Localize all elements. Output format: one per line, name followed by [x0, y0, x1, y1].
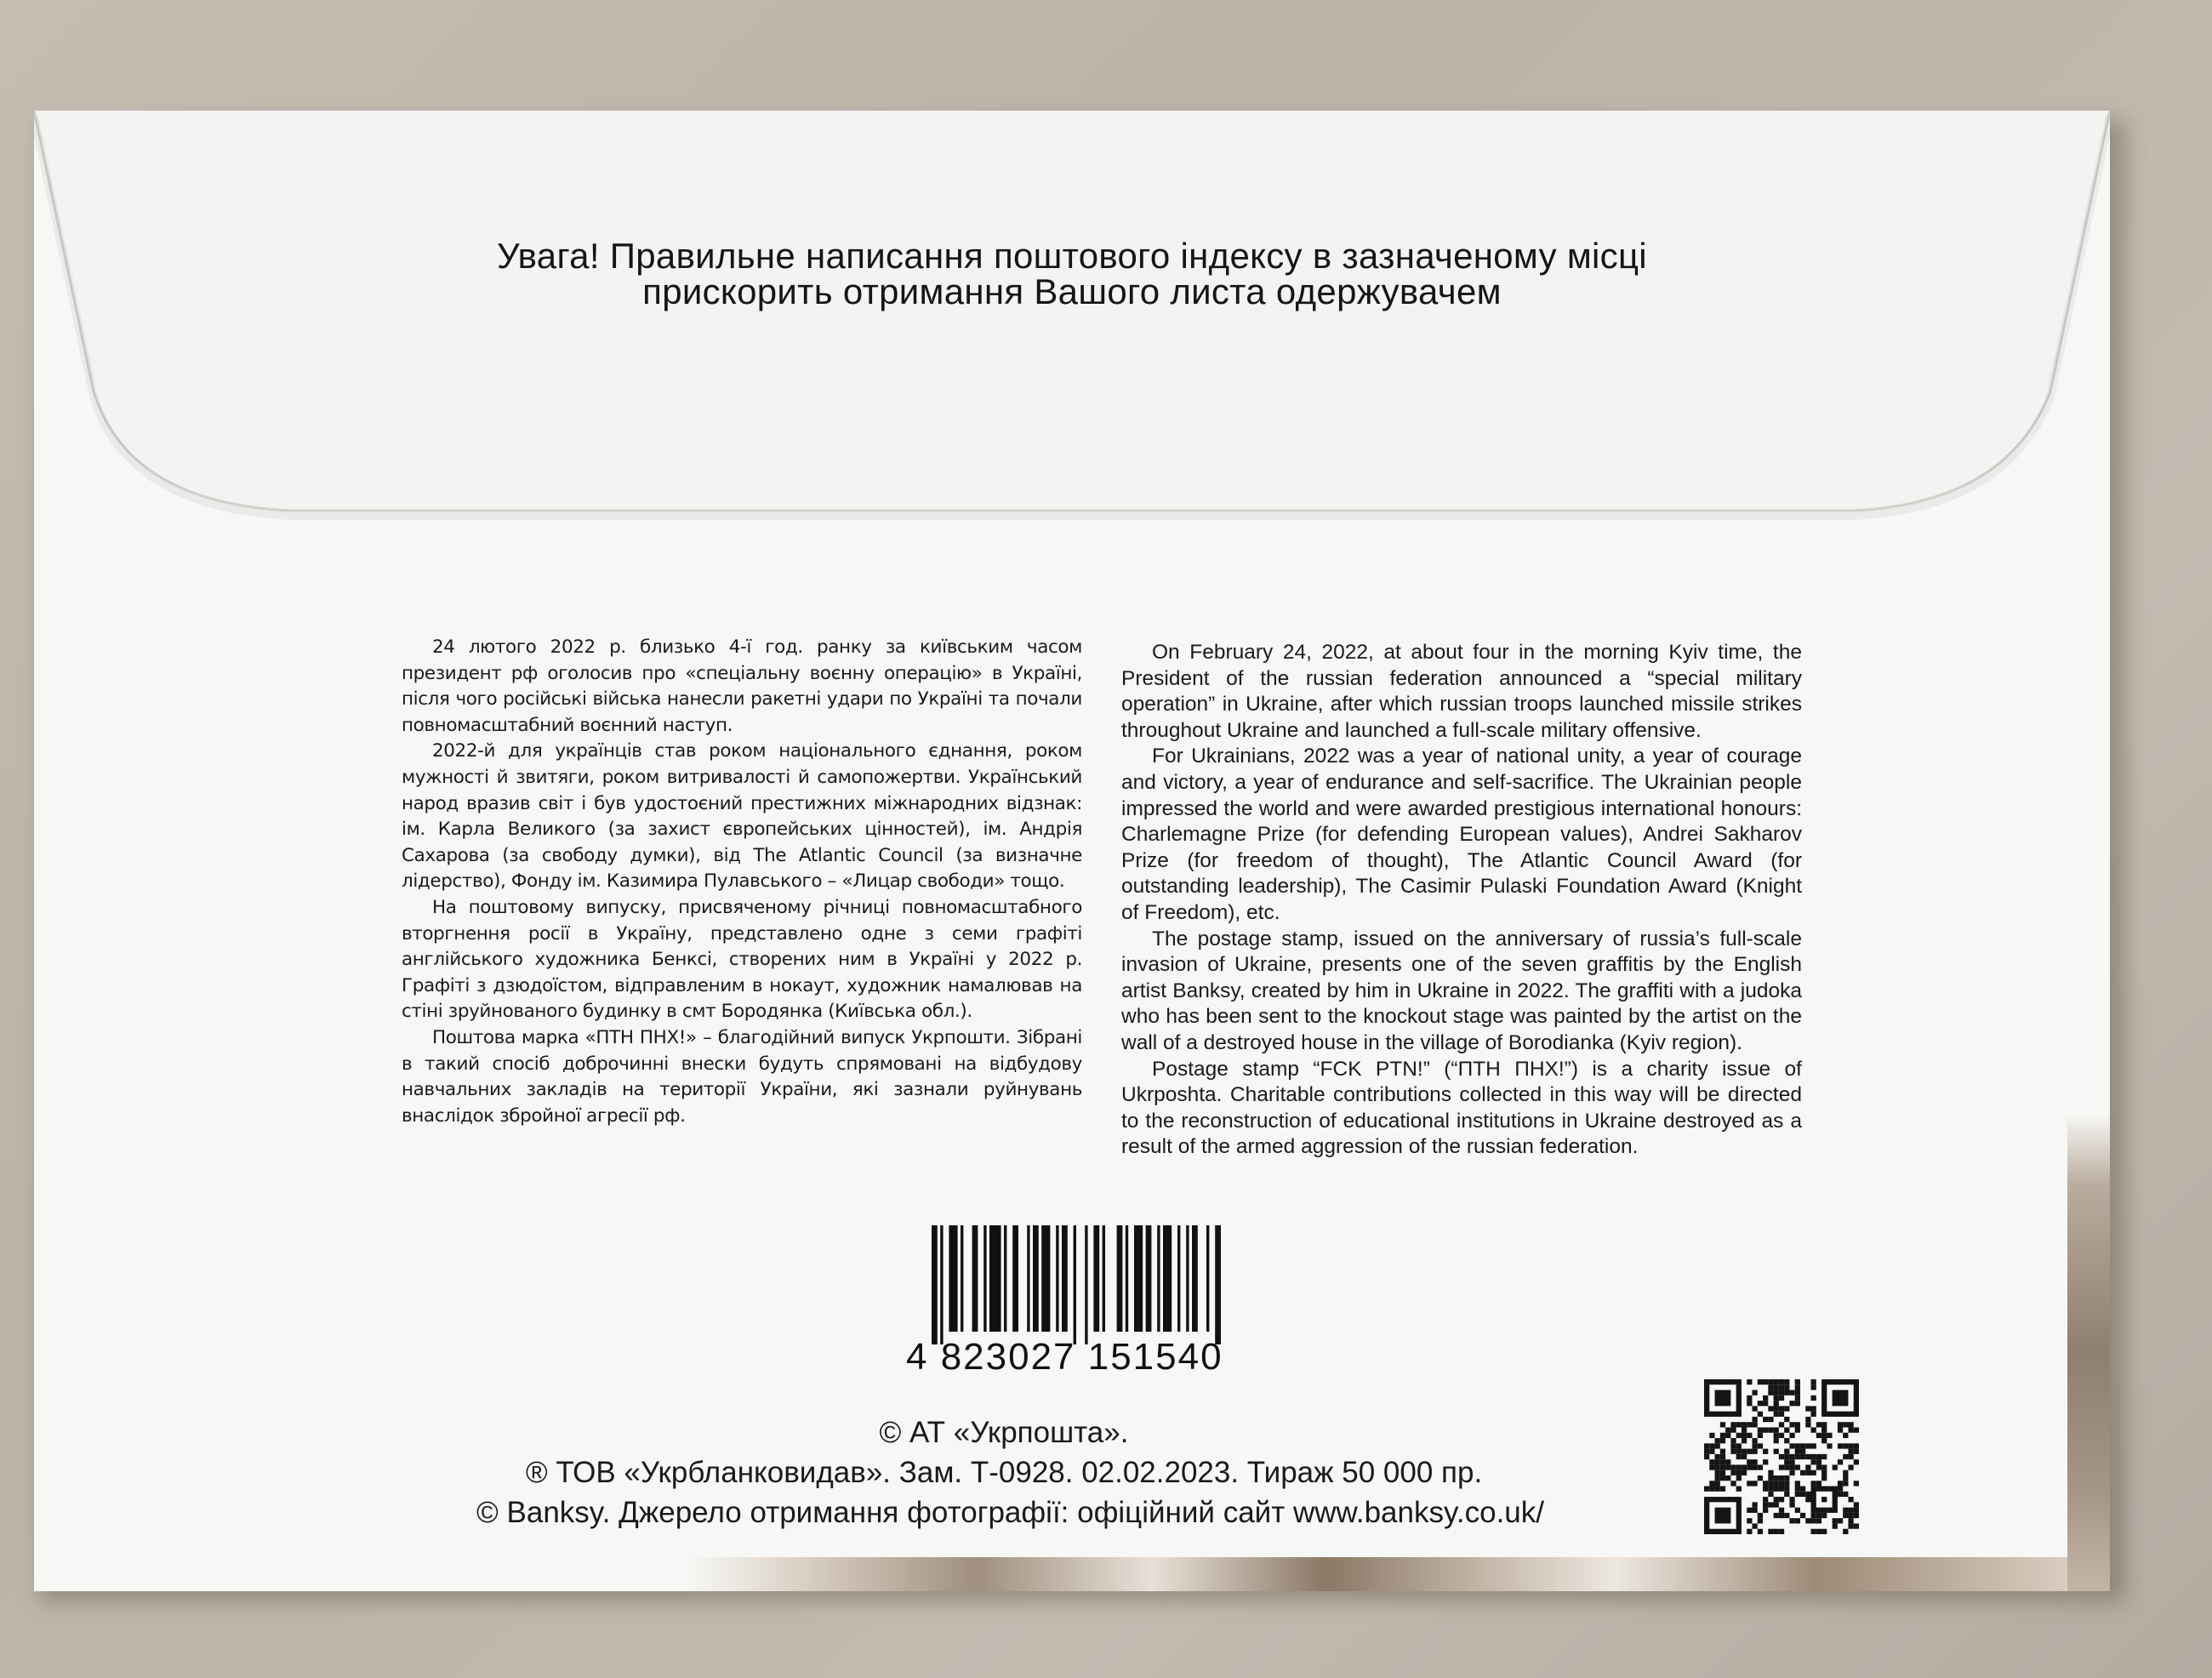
- barcode-icon: [932, 1225, 1272, 1344]
- postal-code-notice: [34, 238, 2110, 310]
- paragraph-uk-3: На поштовому випуску, присвяченому річниці повномасштабного вторгнення росії в Україну, представлено одне з семи графіті англійського художника Бенксі, створених ним в Україні у 2022 р. Графіті з дзюдоїстом, відправленим в нокаут, художник намалював на стіні зруйнованого будинку в смт Бородянка (Київська обл.).: [402, 896, 1082, 1023]
- notice-line-1: Увага! Правильне написання поштового індексу в зазначеному місці: [497, 236, 1647, 276]
- paragraph-en-4: Postage stamp “FCK PTN!” (“ПТН ПНХ!”) is a charity issue of Ukrposhta. Charitable contributions collected in this way will be directed to the reconstruction of educational institutions in Ukraine destroyed as a result of the armed aggression of the russian federation.: [1121, 1057, 1802, 1159]
- ukrainian-text-column: [402, 635, 1082, 1129]
- credits-block: [476, 1413, 1544, 1532]
- paragraph-en-3: The postage stamp, issued on the anniversary of russia’s full-scale invasion of Ukraine, presents one of the seven graffitis by the English artist Banksy, created by him in Ukraine in 2022. The graffiti with a judoka who has been sent to the knockout stage was painted by the artist on the wall of a destroyed house in the village of Borodianka (Kyiv region).: [1121, 927, 1802, 1054]
- envelope-flap: [34, 111, 2110, 553]
- paragraph-en-2: For Ukrainians, 2022 was a year of national unity, a year of courage and victory, a year of endurance and self-sacrifice. The Ukrainian people impressed the world and were awarded prestigious international honours: Charlemagne Prize (for defending European values), Andrei Sakharov Prize (for freedom of thought), The Atlantic Council Award (for outstanding leadership), The Casimir Pulaski Foundation Award (Knight of Freedom), etc.: [1121, 745, 1802, 924]
- paragraph-uk-4: Поштова марка «ПТН ПНХ!» – благодійний випуск Укрпошти. Зібрані в такий спосіб доброчинні внески будуть спрямовані на відбудову навчальних закладів на території України, які зазнали руйнувань внаслідок збройної агресії рф.: [402, 1026, 1082, 1127]
- credit-banksy: © Banksy. Джерело отримання фотографії: офіційний сайт www.banksy.co.uk/: [476, 1496, 1544, 1529]
- credit-ukrposhta: © АТ «Укрпошта».: [879, 1416, 1129, 1449]
- envelope-back: [34, 111, 2110, 1591]
- photo-strip-right: [2067, 1115, 2110, 1591]
- paragraph-uk-1: 24 лютого 2022 р. близько 4-ї год. ранку за київським часом президент рф оголосив про «спеціальну воєнну операцію» в Україні, після чого російські війська нанесли ракетні удари по Україні та почали повномасштабний воєнний наступ.: [402, 636, 1082, 736]
- credit-publisher: ® ТОВ «Укрбланковидав». Зам. Т-0928. 02.02.2023. Тираж 50 000 пр.: [525, 1456, 1483, 1489]
- paragraph-uk-2: 2022-й для українців став роком національного єднання, роком мужності й звитяги, роком витривалості й самопожертви. Український народ вразив світ і був удостоєний престижних міжнародних відзнак: ім. Карла Великого (за захист європейських цінностей), ім. Андрія Сахарова (за свободу думки), від The Atlantic Council (за визначне лідерство), Фонду ім. Казимира Пулавського – «Лицар свободи» тощо.: [402, 740, 1082, 893]
- notice-line-2: прискорить отримання Вашого листа одержувачем: [642, 271, 1502, 311]
- barcode-digits: 4 823027 151540: [906, 1336, 1223, 1378]
- paragraph-en-1: On February 24, 2022, at about four in the morning Kyiv time, the President of the russian federation announced a “special military operation” in Ukraine, after which russian troops launched missile strikes throughout Ukraine and launched a full-scale military offensive.: [1121, 641, 1802, 742]
- english-text-column: [1121, 640, 1802, 1161]
- photo-strip-bottom: [689, 1557, 2110, 1591]
- qr-code-icon: [1704, 1379, 1859, 1534]
